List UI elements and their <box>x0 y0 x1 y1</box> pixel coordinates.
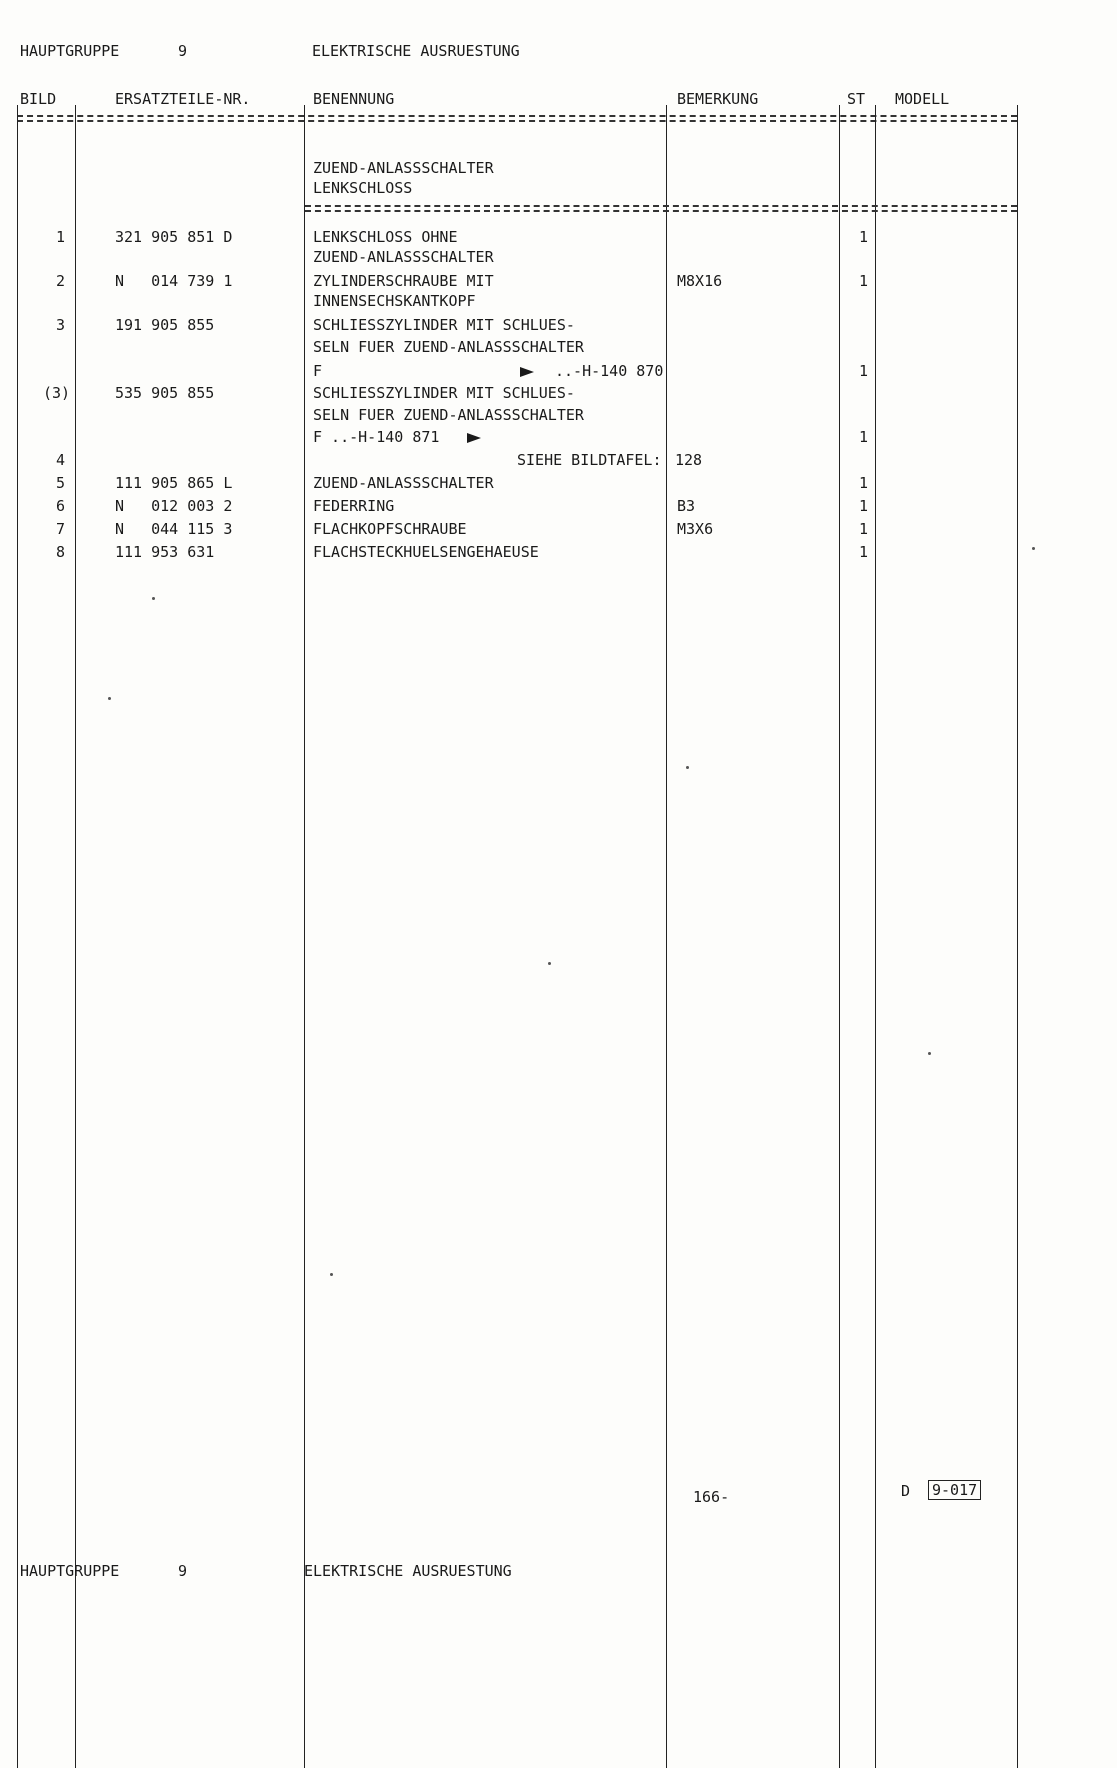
header-separator <box>17 115 1017 117</box>
row-bild: 7 <box>56 520 66 538</box>
row-remark: 128 <box>675 451 703 469</box>
page-number: 166- <box>693 1488 730 1506</box>
col-header-bild: BILD <box>20 90 57 108</box>
col-header-remark: BEMERKUNG <box>677 90 759 108</box>
row-qty: 1 <box>859 272 869 290</box>
row-bild: 2 <box>56 272 66 290</box>
scan-speck <box>1032 547 1035 550</box>
group-title: ELEKTRISCHE AUSRUESTUNG <box>312 42 520 60</box>
col-divider-2 <box>304 105 305 1768</box>
row-part-no: 111 953 631 <box>115 543 215 561</box>
row-remark: B3 <box>677 497 696 515</box>
row-name-line1: FEDERRING <box>313 497 395 515</box>
col-header-model: MODELL <box>895 90 950 108</box>
scan-speck <box>928 1052 931 1055</box>
row-part-no: N 044 115 3 <box>115 520 233 538</box>
row-bild: (3) <box>43 384 71 402</box>
group-number: 9 <box>178 42 188 60</box>
scan-speck <box>686 766 689 769</box>
row-part-no: N 014 739 1 <box>115 272 233 290</box>
row-bild: 4 <box>56 451 66 469</box>
row-part-no: 191 905 855 <box>115 316 215 334</box>
group-label: HAUPTGRUPPE <box>20 42 120 60</box>
row-name-serial: ..-H-140 870 <box>555 362 664 380</box>
table-border-right <box>1017 105 1018 1768</box>
flag-arrow-icon <box>520 362 534 380</box>
row-name-line1: SCHLIESSZYLINDER MIT SCHLUES- <box>313 384 575 402</box>
scan-speck <box>152 597 155 600</box>
section-title-line1: ZUEND-ANLASSSCHALTER <box>313 159 494 177</box>
col-divider-3 <box>666 105 667 1768</box>
row-qty: 1 <box>859 520 869 538</box>
row-qty: 1 <box>859 474 869 492</box>
table-border-left <box>17 105 18 1768</box>
row-qty: 1 <box>859 543 869 561</box>
row-name-line1: ZYLINDERSCHRAUBE MIT <box>313 272 494 290</box>
row-part-no: 535 905 855 <box>115 384 215 402</box>
bottom-group-title: ELEKTRISCHE AUSRUESTUNG <box>304 1562 512 1580</box>
row-name-line3: F ..-H-140 871 <box>313 428 440 446</box>
row-part-no: 111 905 865 L <box>115 474 233 492</box>
page-code: 9-017 <box>928 1480 981 1500</box>
col-header-name: BENENNUNG <box>313 90 395 108</box>
row-name-line2: SELN FUER ZUEND-ANLASSSCHALTER <box>313 338 584 356</box>
row-part-no: N 012 003 2 <box>115 497 233 515</box>
col-header-part-no: ERSATZTEILE-NR. <box>115 90 251 108</box>
header-separator-2 <box>17 120 1017 122</box>
section-title-line2: LENKSCHLOSS <box>313 179 413 197</box>
row-remark: M3X6 <box>677 520 714 538</box>
row-name-line2: SELN FUER ZUEND-ANLASSSCHALTER <box>313 406 584 424</box>
row-name-line1: LENKSCHLOSS OHNE <box>313 228 458 246</box>
section-separator-2 <box>305 210 1017 212</box>
row-bild: 1 <box>56 228 66 246</box>
page-prefix: D <box>901 1482 911 1500</box>
flag-arrow-icon <box>467 428 481 446</box>
row-qty: 1 <box>859 228 869 246</box>
bottom-group-label: HAUPTGRUPPE <box>20 1562 120 1580</box>
row-bild: 6 <box>56 497 66 515</box>
bottom-group-number: 9 <box>178 1562 188 1580</box>
scan-speck <box>330 1273 333 1276</box>
row-name-line1: FLACHKOPFSCHRAUBE <box>313 520 467 538</box>
row-name-line2: INNENSECHSKANTKOPF <box>313 292 476 310</box>
col-divider-1 <box>75 105 76 1768</box>
row-name-line3: F <box>313 362 323 380</box>
col-divider-4 <box>839 105 840 1768</box>
row-name-line1: SIEHE BILDTAFEL: <box>517 451 662 469</box>
col-header-qty: ST <box>847 90 866 108</box>
row-name-line1: ZUEND-ANLASSSCHALTER <box>313 474 494 492</box>
row-qty: 1 <box>859 362 869 380</box>
row-qty: 1 <box>859 497 869 515</box>
row-bild: 5 <box>56 474 66 492</box>
col-divider-5 <box>875 105 876 1768</box>
scan-speck <box>108 697 111 700</box>
row-remark: M8X16 <box>677 272 723 290</box>
row-qty: 1 <box>859 428 869 446</box>
section-separator <box>305 205 1017 207</box>
row-name-line1: SCHLIESSZYLINDER MIT SCHLUES- <box>313 316 575 334</box>
scan-speck <box>548 962 551 965</box>
row-name-line1: FLACHSTECKHUELSENGEHAEUSE <box>313 543 539 561</box>
row-bild: 8 <box>56 543 66 561</box>
row-part-no: 321 905 851 D <box>115 228 233 246</box>
row-name-line2: ZUEND-ANLASSSCHALTER <box>313 248 494 266</box>
row-bild: 3 <box>56 316 66 334</box>
